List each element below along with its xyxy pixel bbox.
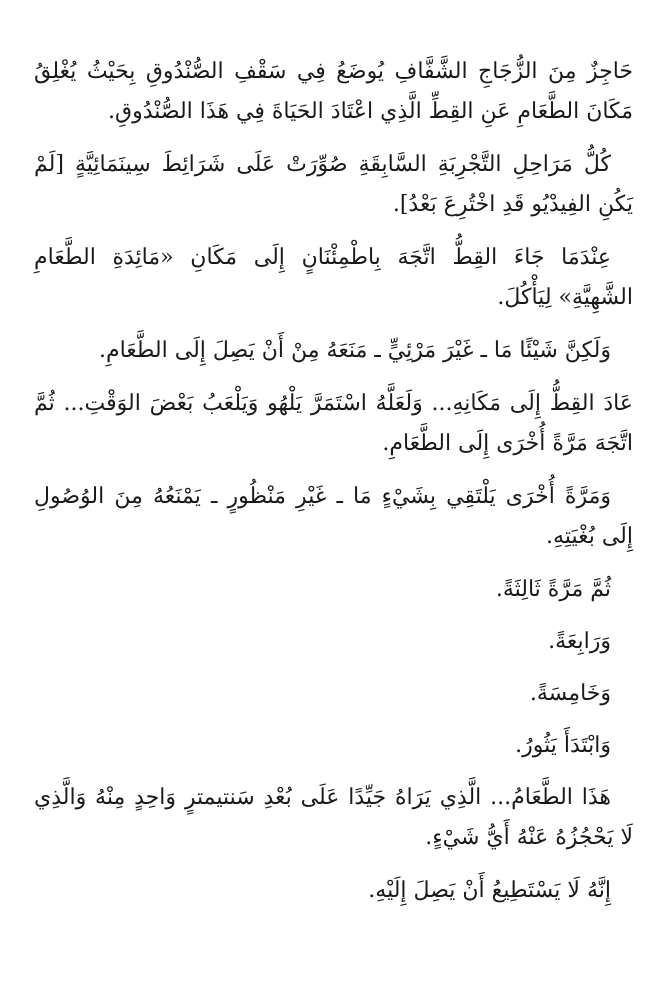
paragraph-fourth: وَرَابِعَةً.: [548, 629, 611, 654]
paragraph-third-time: ثُمَّ مَرَّةً ثَالِثَةً.: [495, 577, 611, 602]
paragraph-food-visible: هَذَا الطَّعَامُ... الَّذِي يَرَاهُ جَيِّدًا عَلَى بُعْدِ سَنتيمترٍ وَاحِدٍ مِنْهُ وَالَّذِي لَا يَحْجُزُهُ عَنْهُ أَيُّ شَيْءٍ.: [34, 785, 633, 850]
paragraph-cat-rages: وَابْتَدَأَ يَثُورُ.: [515, 733, 611, 758]
paragraph-blocked-again: وَمَرَّةً أُخْرَى يَلْتَقِي بِشَيْءٍ مَا ـ غَيْرِ مَنْظُورٍ ـ يَمْنَعُهُ مِنَ الوُصُولِ إِلَى بُغْيَتِهِ.: [34, 484, 633, 549]
paragraph-glass-barrier: حَاجِزٌ مِنَ الزُّجَاجِ الشَّفَّافِ يُوضَعُ فِي سَقْفِ الصُّنْدُوقِ بِحَيْثُ يُغْلِقُ مَكَانَ الطَّعَامِ عَنِ القِطِّ الَّذِي اعْتَادَ الحَيَاةَ فِي هَذَا الصُّنْدُوقِ.: [34, 59, 633, 124]
paragraph-cat-returns: عَادَ القِطُّ إِلَى مَكَانِهِ... وَلَعَلَّهُ اسْتَمَرَّ يَلْهُو وَيَلْعَبُ بَعْضَ الوَقْتِ... ثُمَّ اتَّجَهَ مَرَّةً أُخْرَى إِلَى الطَّعَامِ.: [34, 391, 633, 456]
paragraph-cat-approaches: عِنْدَمَا جَاءَ القِطُّ اتَّجَهَ بِاطْمِئْنَانٍ إِلَى مَكَانِ «مَائِدَةِ الطَّعَامِ الشَّهِيَّةِ» لِيَأْكُلَ.: [34, 245, 633, 310]
paragraph-film-recording: كُلُّ مَرَاحِلِ التَّجْرِبَةِ السَّابِقَةِ صُوِّرَتْ عَلَى شَرَائِطَ سِينَمَائِيَّةٍ [لَمْ يَكُنِ الفِيدْيُو قَدِ اخْتُرِعَ بَعْدُ].: [34, 152, 633, 217]
paragraph-fifth: وَخَامِسَةً.: [529, 681, 611, 706]
paragraph-invisible-block: وَلَكِنَّ شَيْئًا مَا ـ غَيْرَ مَرْئِيٍّ ـ مَنَعَهُ مِنْ أَنْ يَصِلَ إِلَى الطَّعَامِ.: [98, 338, 611, 363]
paragraph-cannot-reach: إِنَّهُ لَا يَسْتَطِيعُ أَنْ يَصِلَ إِلَيْهِ.: [368, 878, 611, 903]
